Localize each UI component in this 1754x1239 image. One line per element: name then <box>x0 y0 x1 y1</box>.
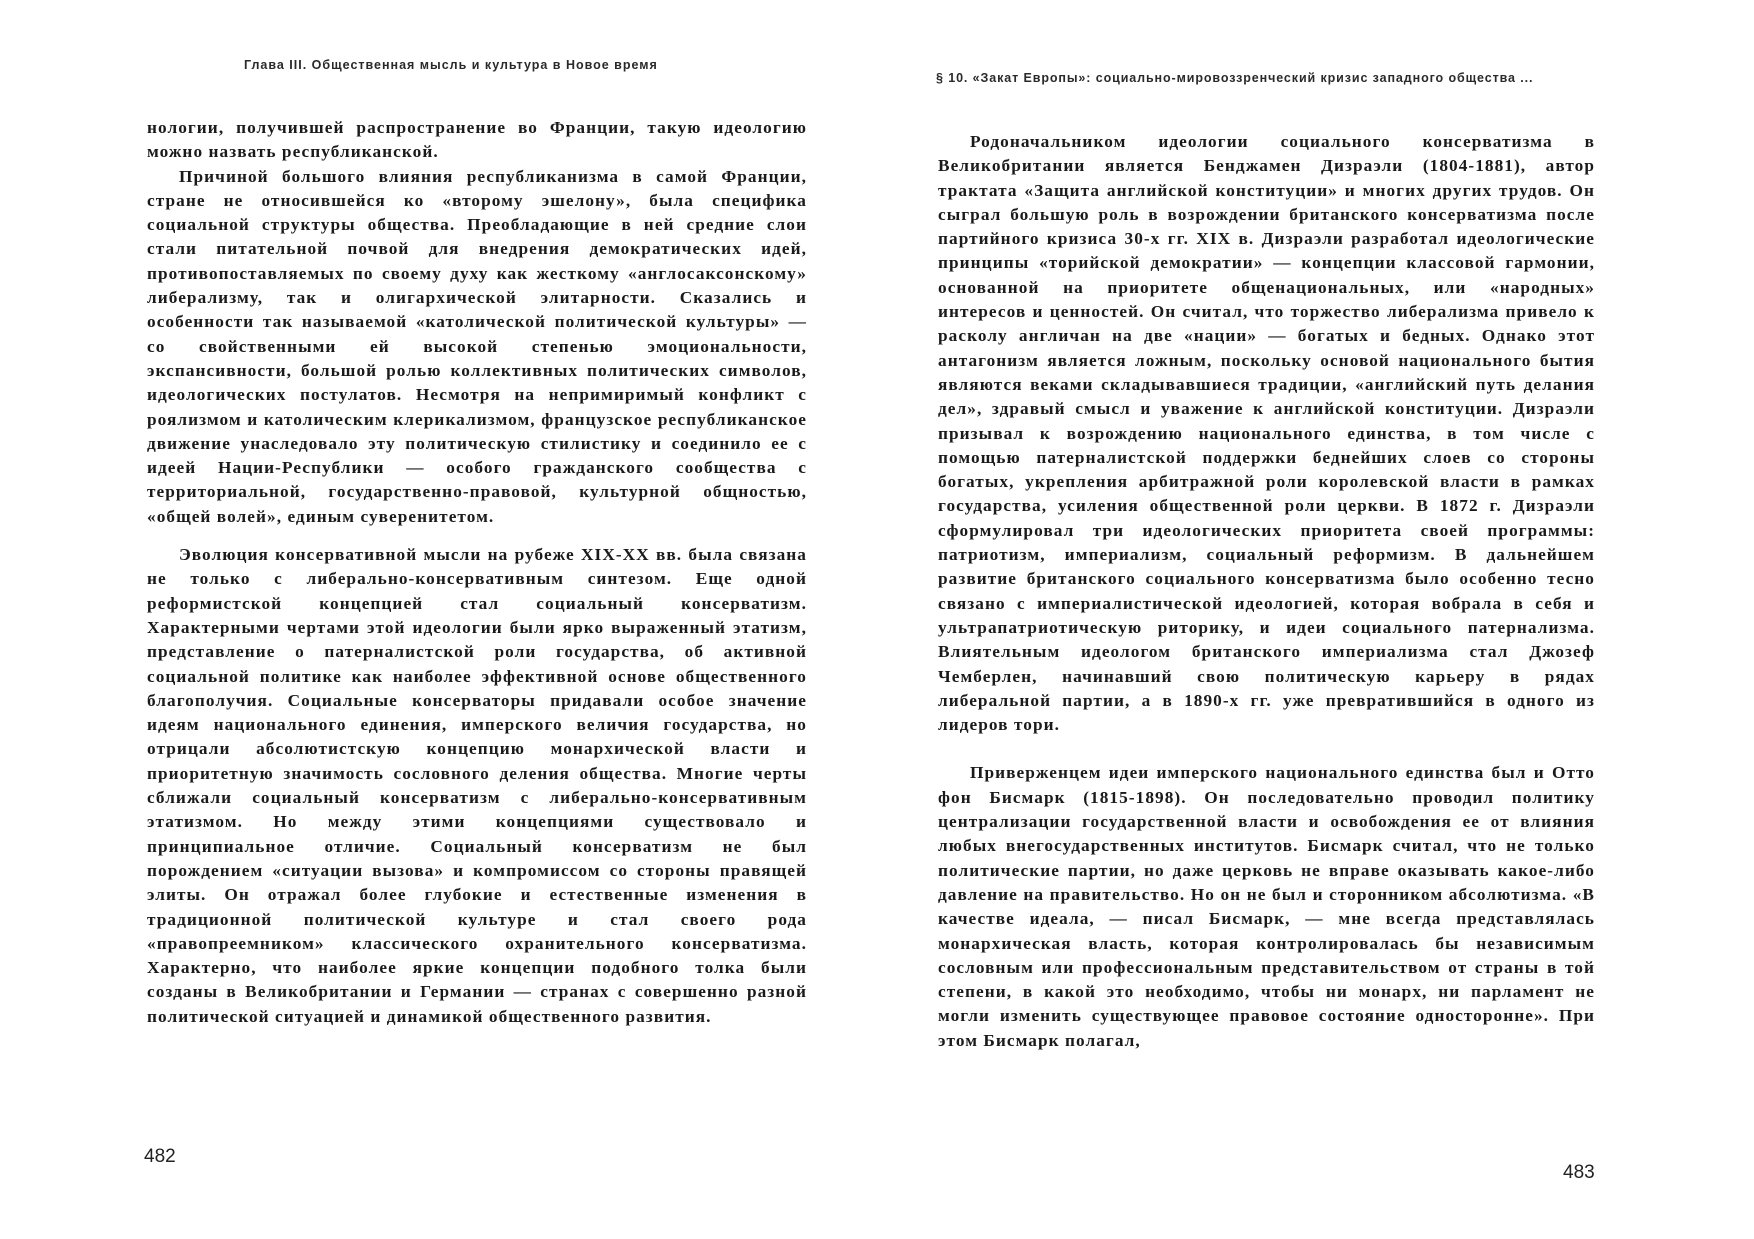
left-page-body <box>147 116 807 1029</box>
paragraph: Родоначальником идеологии социального консерватизма в Великобритании является Бенджамен Дизраэли (1804-1881), автор трактата «Защита английской конституции» и многих других трудов. Он сыграл большую роль в возрождении британского консерватизма после партийного кризиса 30-х гг. XIX в. Дизраэли разработал идеологические принципы «торийской демократии» — концепции классовой гармонии, основанной на приоритете общенациональных, или «народных» интересов и ценностей. Он считал, что торжество либерализма привело к расколу англичан на две «нации» — богатых и бедных. Однако этот антагонизм является ложным, поскольку основой национального бытия являются веками складывавшиеся традиции, «английский путь делания дел», здравый смысл и уважение к английской конституции. Дизраэли призывал к возрождению национального единства, в том числе с помощью патерналистской поддержки беднейших слоев со стороны богатых, укрепления арбитражной роли королевской власти в рамках государства, усиления общественной роли церкви. В 1872 г. Дизраэли сформулировал три идеологических приоритета своей программы: патриотизм, империализм, социальный реформизм. В дальнейшем развитие британского социального консерватизма было особенно тесно связано с империалистической идеологией, которая вобрала в себя и ультрапатриотическую риторику, и идеи социального патернализма. Влиятельным идеологом британского империализма стал Джозеф Чемберлен, начинавший свою политическую карьеру в рядах либеральной партии, а в 1890-х гг. уже превратившийся в одного из лидеров тори. <box>938 132 1595 735</box>
right-page <box>877 0 1754 1239</box>
paragraph: Эволюция консервативной мысли на рубеже XIX-XX вв. была связана не только с либерально-консервативным синтезом. Еще одной реформистской концепцией стал социальный консерватизм. Характерными чертами этой идеологии были ярко выраженный этатизм, представление о патерналистской роли государства, об активной социальной политике как наиболее эффективной основе общественного благополучия. Социальные консерваторы придавали особое значение идеям национального единения, имперского величия государства, но отрицали абсолютистскую концепцию монархической власти и приоритетную значимость сословного деления общества. Многие черты сближали социальный консерватизм с либерально-консервативным этатизмом. Но между этими концепциями существовало и принципиальное отличие. Социальный консерватизм не был порождением «ситуации вызова» и компромиссом со стороны правящей элиты. Он отражал более глубокие и естественные изменения в традиционной политической культуре и стал своего рода «правопреемником» классического охранительного консерватизма. Характерно, что наиболее яркие концепции подобного толка были созданы в Великобритании и Германии — странах с совершенно разной политической ситуацией и динамикой общественного развития. <box>147 545 807 1026</box>
paragraph: нологии, получившей распространение во Франции, такую идеологию можно назвать республиканской. <box>147 118 807 162</box>
right-page-body <box>938 130 1595 1053</box>
paragraph: Приверженцем идеи имперского национального единства был и Отто фон Бисмарк (1815-1898). Он последовательно проводил политику централизации государственной власти и освобождения ее от влияния любых внегосударственных институтов. Бисмарк считал, что не только политические партии, но даже церковь не вправе оказывать какое-либо давление на правительство. Но он не был и сторонником абсолютизма. «В качестве идеала, — писал Бисмарк, — мне всегда представлялась монархическая власть, которая контролировалась бы независимым сословным или профессиональным представительством от страны в той степени, в какой это необходимо, чтобы ни монарх, ни парламент не могли изменить существующее правовое состояние односторонне». При этом Бисмарк полагал, <box>938 763 1595 1050</box>
paragraph: Причиной большого влияния республиканизма в самой Франции, стране не относившейся ко «второму эшелону», была специфика социальной структуры общества. Преобладающие в ней средние слои стали питательной почвой для внедрения демократических идей, противопоставляемых по своему духу как жесткому «англосаксонскому» либерализму, так и олигархической элитарности. Сказались и особенности так называемой «католической политической культуры» — со свойственными ей высокой степенью эмоциональности, экспансивности, большой ролью коллективных политических символов, идеологических постулатов. Несмотря на непримиримый конфликт с роялизмом и католическим клерикализмом, французское республиканское движение унаследовало эту политическую стилистику и соединило ее с идеей Нации-Республики — особого гражданского сообщества с территориальной, государственно-правовой, культурной общностью, «общей волей», единым суверенитетом. <box>147 166 807 526</box>
left-page-number: 482 <box>144 1146 176 1167</box>
right-running-head: § 10. «Закат Европы»: социально-мировоззренческий кризис западного общества ... <box>936 71 1534 85</box>
right-page-number: 483 <box>1563 1162 1595 1183</box>
left-running-head: Глава III. Общественная мысль и культура в Новое время <box>244 58 658 72</box>
